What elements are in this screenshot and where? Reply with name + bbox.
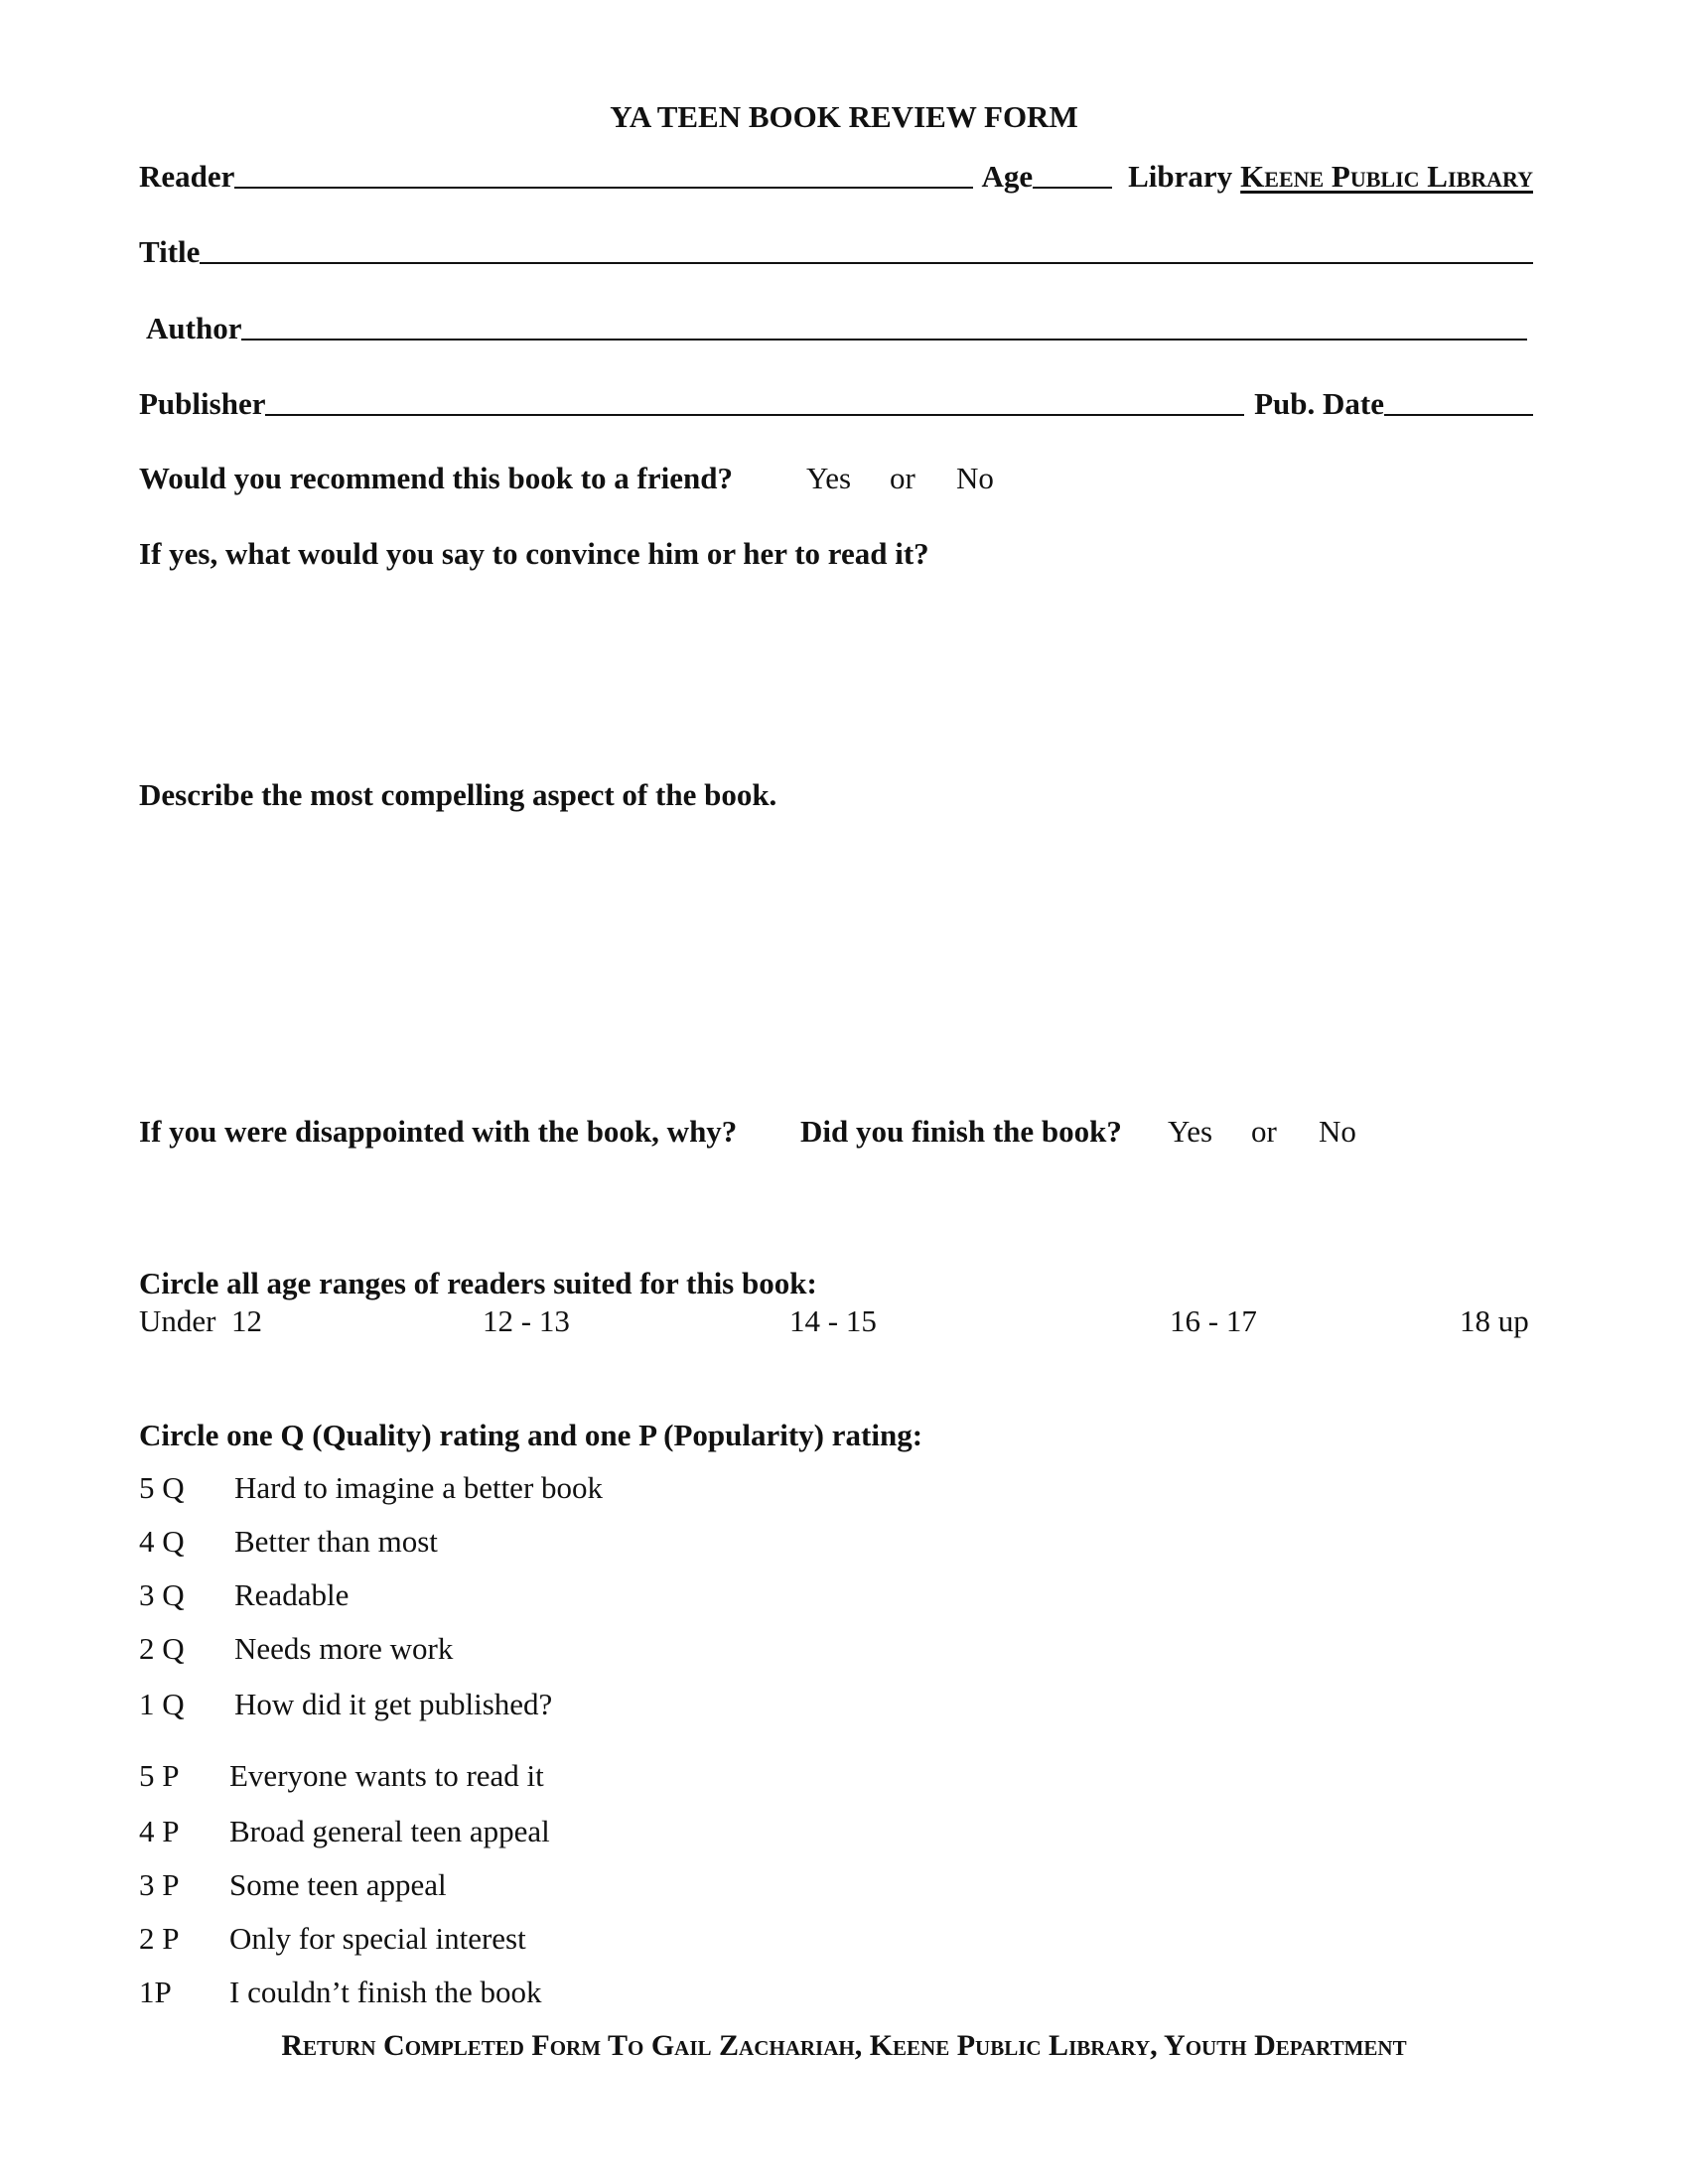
recommend-no[interactable]: No <box>956 461 994 495</box>
popularity-code[interactable]: 1P <box>139 1975 172 2009</box>
finish-no[interactable]: No <box>1319 1114 1356 1149</box>
quality-code[interactable]: 1 Q <box>139 1687 185 1721</box>
convince-question: If yes, what would you say to convince him or her to read it? <box>139 536 929 571</box>
quality-code[interactable]: 5 Q <box>139 1470 185 1505</box>
finish-question: Did you finish the book? <box>800 1114 1122 1149</box>
popularity-code[interactable]: 5 P <box>139 1758 180 1793</box>
age-option-12-13[interactable]: 12 - 13 <box>483 1303 570 1338</box>
library-value: Keene Public Library <box>1240 159 1533 194</box>
author-input-line[interactable] <box>241 339 1527 341</box>
quality-text: Hard to imagine a better book <box>234 1470 604 1505</box>
age-option-under-12[interactable]: Under 12 <box>139 1303 262 1338</box>
library-label: Library <box>1128 159 1233 194</box>
reader-input-line[interactable] <box>234 187 973 189</box>
publisher-label: Publisher <box>139 386 266 421</box>
title-row <box>139 234 1533 270</box>
pub-date-input-line[interactable] <box>1384 414 1533 416</box>
popularity-code[interactable]: 3 P <box>139 1867 180 1902</box>
quality-text: Needs more work <box>234 1631 454 1666</box>
popularity-text: I couldn’t finish the book <box>229 1975 542 2009</box>
quality-text: How did it get published? <box>234 1687 553 1721</box>
publisher-input-line[interactable] <box>265 414 1244 416</box>
compelling-question: Describe the most compelling aspect of the book. <box>139 777 777 812</box>
popularity-text: Broad general teen appeal <box>229 1814 550 1848</box>
form-title: YA TEEN BOOK REVIEW FORM <box>610 99 1078 134</box>
author-label: Author <box>146 311 242 345</box>
reader-row <box>139 159 1533 195</box>
rating-prompt: Circle one Q (Quality) rating and one P (Popularity) rating: <box>139 1418 923 1452</box>
popularity-text: Some teen appeal <box>229 1867 447 1902</box>
popularity-code[interactable]: 2 P <box>139 1921 180 1956</box>
quality-code[interactable]: 3 Q <box>139 1577 185 1612</box>
age-input-line[interactable] <box>1033 187 1112 189</box>
quality-code[interactable]: 4 Q <box>139 1524 185 1559</box>
quality-text: Better than most <box>234 1524 438 1559</box>
popularity-code[interactable]: 4 P <box>139 1814 180 1848</box>
pub-date-label: Pub. Date <box>1254 386 1384 421</box>
age-option-18-up[interactable]: 18 up <box>1460 1303 1529 1338</box>
reader-label: Reader <box>139 159 235 194</box>
age-option-16-17[interactable]: 16 - 17 <box>1170 1303 1257 1338</box>
popularity-text: Only for special interest <box>229 1921 526 1956</box>
age-range-prompt: Circle all age ranges of readers suited for this book: <box>139 1266 817 1300</box>
age-label: Age <box>981 159 1034 194</box>
finish-yes[interactable]: Yes <box>1168 1114 1213 1149</box>
author-row <box>146 311 1527 346</box>
quality-code[interactable]: 2 Q <box>139 1631 185 1666</box>
popularity-text: Everyone wants to read it <box>229 1758 544 1793</box>
recommend-or: or <box>890 461 915 495</box>
disappointed-question: If you were disappointed with the book, why? <box>139 1114 738 1149</box>
footer-return-instructions: Return Completed Form To Gail Zachariah, Keene Public Library, Youth Department <box>281 2029 1407 2062</box>
age-option-14-15[interactable]: 14 - 15 <box>789 1303 877 1338</box>
title-label: Title <box>139 234 201 269</box>
publisher-row <box>139 386 1533 422</box>
title-input-line[interactable] <box>200 262 1533 264</box>
recommend-question: Would you recommend this book to a friend? <box>139 461 733 495</box>
finish-or: or <box>1251 1114 1277 1149</box>
recommend-yes[interactable]: Yes <box>806 461 852 495</box>
quality-text: Readable <box>234 1577 350 1612</box>
